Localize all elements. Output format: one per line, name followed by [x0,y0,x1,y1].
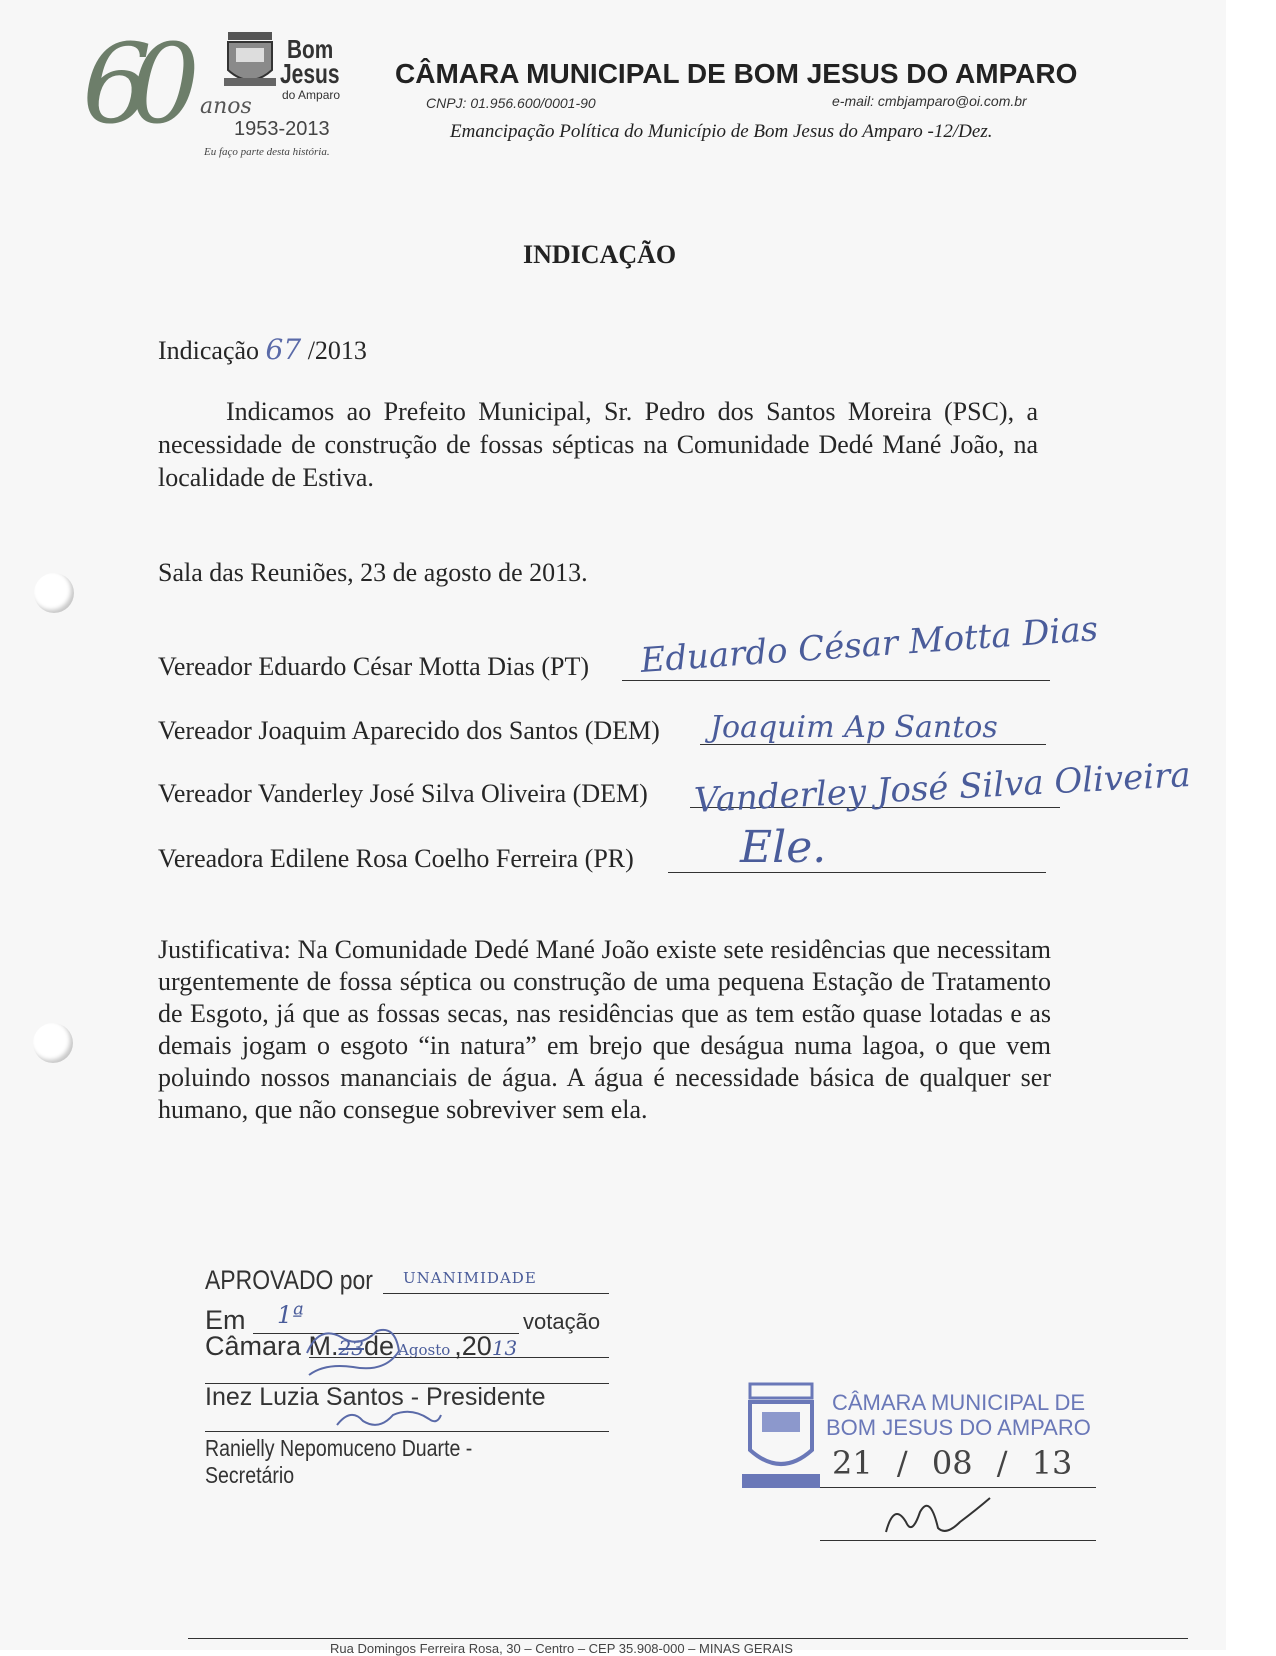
signature-line-4 [668,872,1046,873]
indication-number-handwritten: 67 [265,333,302,366]
logo-anos: anos [200,94,252,119]
approved-by-line [383,1293,609,1294]
date-separator-2: / [996,1444,1008,1482]
president-name: Inez Luzia Santos - Presidente [205,1383,546,1411]
received-date-line [820,1487,1096,1488]
scan-edge [1226,0,1276,1650]
received-signature-scribble [880,1492,1010,1542]
de-text: de [363,1331,395,1361]
secretary-signature-scribble [333,1403,443,1433]
email: e-mail: cmbjamparo@oi.com.br [832,93,1027,109]
logo-bom: Bom [287,34,334,64]
punch-hole-bottom [33,1023,73,1063]
signature-1: Eduardo César Motta Dias [639,609,1100,681]
indication-number-line [158,333,367,367]
em-label: Em [205,1305,246,1335]
signature-3: Vanderley José Silva Oliveira [693,755,1192,821]
day-hand: 23 [338,1336,364,1360]
indication-prefix: Indicação [158,336,260,365]
signatory-label-3: Vereador Vanderley José Silva Oliveira (DEM) [158,779,648,808]
signature-4: Ele. [740,822,827,873]
logo-sixty: 60 [82,20,178,148]
month-hand: Agosto [398,1341,451,1359]
camara-text: Câmara M. [205,1331,339,1361]
emancipation-line: Emancipação Política do Município de Bom Jesus do Amparo -12/Dez. [450,121,993,142]
stamp-coat-of-arms-icon [740,1380,822,1492]
received-year: 13 [1031,1444,1073,1482]
signatory-label-2: Vereador Joaquim Aparecido dos Santos (DEM) [158,716,660,745]
received-date [832,1444,1072,1482]
year-hand: 13 [491,1336,518,1360]
signatory-label-4: Vereadora Edilene Rosa Coelho Ferreira (PR) [158,844,634,873]
date-separator-1: / [896,1444,908,1482]
received-stamp [740,1380,1120,1560]
votacao-label: votação [523,1309,601,1334]
approved-by-label: APROVADO por [205,1265,373,1295]
secretary-line [205,1431,609,1432]
secretary-name: Ranielly Nepomuceno Duarte - Secretário [205,1435,473,1488]
chamber-title: CÂMARA MUNICIPAL DE BOM JESUS DO AMPARO [395,58,1078,89]
document-heading: INDICAÇÃO [523,240,677,269]
received-stamp-line2: BOM JESUS DO AMPARO [826,1415,1091,1440]
signature-line-1 [622,680,1050,681]
cnpj: CNPJ: 01.956.600/0001-90 [426,95,596,111]
coat-of-arms-icon [222,28,278,96]
approval-stamp [205,1265,625,1488]
justification-paragraph: Justificativa: Na Comunidade Dedé Mané João existe sete residências que necessitam urgentemente de fossa séptica ou construção de uma pequena Estação de Tratamento de Esgoto, já que as fossas secas, nas residências que as tem estão quase lotadas e as demais jogam o esgoto “in natura” em brejo que deságua numa lagoa, o que vem poluindo nossos mananciais de água. A água é necessidade básica de qualquer ser humano, que não consegue sobreviver sem ela. [158,935,1051,1124]
signature-2: Joaquim Ap Santos [710,710,998,745]
indication-paragraph: Indicamos ao Prefeito Municipal, Sr. Pedro dos Santos Moreira (PSC), a necessidade de construção de fossas sépticas na Comunidade Dedé Mané João, na localidade de Estiva. [158,397,1038,492]
year-prefix: ,20 [454,1331,492,1361]
signatory-label-1: Vereador Eduardo César Motta Dias (PT) [158,652,590,681]
indication-suffix: /2013 [307,336,367,365]
president-signature-scribble [299,1323,409,1383]
received-stamp-line1: CÂMARA MUNICIPAL DE [832,1390,1086,1415]
footer-rule [188,1638,1188,1639]
em-hand: 1ª [277,1301,304,1329]
approved-by-hand: UNANIMIDADE [403,1269,537,1287]
footer-address: Rua Domingos Ferreira Rosa, 30 – Centro – CEP 35.908-000 – MINAS GERAIS [330,1641,793,1656]
logo-motto: Eu faço parte desta história. [204,146,330,158]
municipal-logo [82,20,352,166]
place-date: Sala das Reuniões, 23 de agosto de 2013. [158,558,588,587]
received-signature-line [820,1540,1096,1541]
punch-hole-top [34,573,74,613]
logo-amparo: do Amparo [282,88,341,102]
received-day: 21 [832,1444,873,1482]
logo-years: 1953-2013 [234,118,330,140]
received-month: 08 [931,1444,973,1482]
logo-jesus: Jesus [280,58,340,89]
